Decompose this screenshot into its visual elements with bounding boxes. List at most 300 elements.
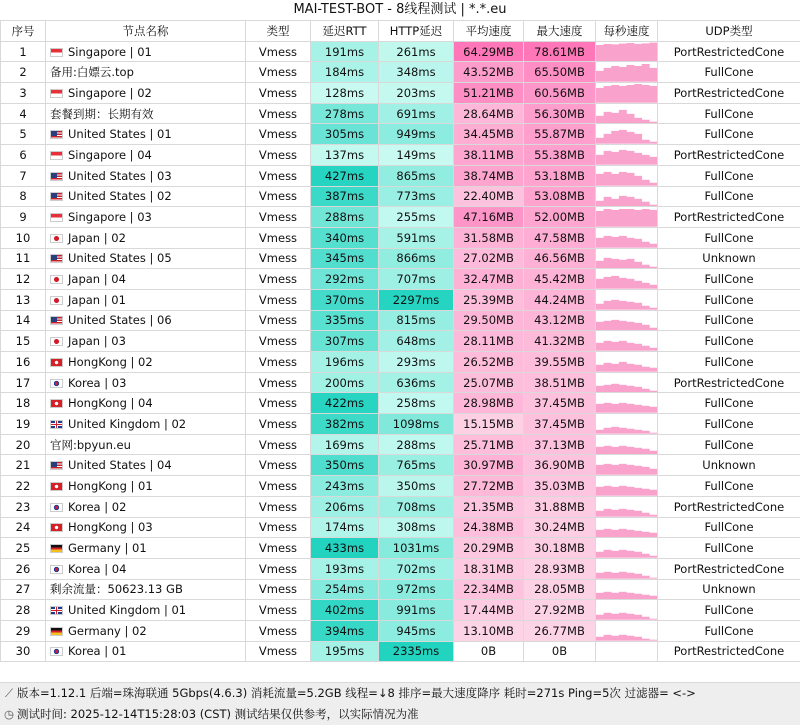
table-row <box>1 352 800 373</box>
speed-sparkline-chart <box>596 580 657 600</box>
flag-gb-icon <box>50 420 63 429</box>
http-latency: 773ms <box>379 186 454 207</box>
avg-speed: 28.98MB <box>454 393 524 414</box>
speed-sparkline <box>596 207 658 228</box>
sparkline-bar <box>604 257 612 268</box>
sparkline-bar <box>604 428 612 434</box>
speed-sparkline-chart <box>596 600 657 620</box>
http-latency: 815ms <box>379 310 454 331</box>
sparkline-bar <box>619 403 627 413</box>
header-node-name: 节点名称 <box>46 21 246 42</box>
flag-us-icon <box>50 192 63 201</box>
speed-sparkline <box>596 248 658 269</box>
udp-type: FullCone <box>658 620 800 641</box>
sparkline-bar <box>611 614 619 620</box>
sparkline-bar <box>619 446 627 455</box>
sparkline-bar <box>634 281 642 289</box>
table-row <box>1 393 800 414</box>
node-name: Germany | 02 <box>68 623 147 638</box>
sparkline-bar <box>619 195 627 206</box>
udp-type: PortRestrictedCone <box>658 83 800 104</box>
node-name-cell <box>46 414 246 435</box>
max-speed: 37.13MB <box>524 434 596 455</box>
sparkline-bar <box>611 66 619 82</box>
row-index: 8 <box>1 186 46 207</box>
sparkline-bar <box>627 321 635 330</box>
rtt-latency: 335ms <box>311 310 379 331</box>
node-type: Vmess <box>246 641 311 662</box>
speed-sparkline-chart <box>596 559 657 579</box>
sparkline-bar <box>634 615 642 620</box>
rtt-latency: 206ms <box>311 496 379 517</box>
http-latency: 1031ms <box>379 538 454 559</box>
sparkline-bar <box>604 486 612 496</box>
speed-sparkline <box>596 558 658 579</box>
speed-sparkline <box>596 165 658 186</box>
speed-sparkline-chart <box>596 42 657 62</box>
avg-speed: 27.02MB <box>454 248 524 269</box>
flag-jp-icon <box>50 296 63 305</box>
sparkline-bar <box>611 573 619 579</box>
sparkline-bar <box>604 320 612 330</box>
sparkline-bar <box>627 258 635 268</box>
sparkline-bar <box>619 362 627 372</box>
table-row <box>1 641 800 662</box>
rtt-latency: 433ms <box>311 538 379 559</box>
sparkline-bar <box>619 635 627 641</box>
node-name: 套餐到期：长期有效 <box>50 106 154 121</box>
http-latency: 866ms <box>379 248 454 269</box>
avg-speed: 30.97MB <box>454 455 524 476</box>
sparkline-bar <box>596 365 604 372</box>
sparkline-bar <box>627 209 635 227</box>
sparkline-bar <box>627 279 635 289</box>
http-latency: 702ms <box>379 558 454 579</box>
sparkline-bar <box>642 306 650 310</box>
max-speed: 45.42MB <box>524 269 596 290</box>
max-speed: 38.51MB <box>524 372 596 393</box>
sparkline-bar <box>611 44 619 61</box>
row-index: 7 <box>1 165 46 186</box>
sparkline-bar <box>642 283 650 289</box>
sparkline-bar <box>627 173 635 186</box>
rtt-latency: 243ms <box>311 476 379 497</box>
row-index: 4 <box>1 103 46 124</box>
node-name: Korea | 01 <box>68 644 127 659</box>
http-latency: 149ms <box>379 145 454 166</box>
speed-sparkline <box>596 41 658 62</box>
sparkline-bar <box>604 446 612 455</box>
sparkline-bar <box>634 153 642 165</box>
status-footer <box>0 682 800 725</box>
avg-speed: 28.11MB <box>454 331 524 352</box>
sparkline-bar <box>611 636 619 641</box>
udp-type: FullCone <box>658 62 800 83</box>
speed-sparkline-chart <box>596 83 657 103</box>
sparkline-bar <box>642 264 650 268</box>
rtt-latency: 350ms <box>311 455 379 476</box>
speed-sparkline <box>596 517 658 538</box>
flag-hk-icon <box>50 399 63 408</box>
table-header-row <box>1 21 800 42</box>
node-name-cell <box>46 372 246 393</box>
sparkline-bar <box>627 132 635 144</box>
sparkline-bar <box>627 573 635 579</box>
speed-sparkline <box>596 579 658 600</box>
sparkline-bar <box>596 321 604 330</box>
speed-sparkline-chart <box>596 393 657 413</box>
rtt-latency: 402ms <box>311 600 379 621</box>
sparkline-bar <box>596 238 604 248</box>
speed-sparkline-chart <box>596 538 657 558</box>
speed-sparkline-chart <box>596 145 657 165</box>
speed-sparkline <box>596 414 658 435</box>
sparkline-bar <box>596 511 604 517</box>
sparkline-bar <box>596 279 604 289</box>
max-speed: 26.77MB <box>524 620 596 641</box>
speed-sparkline <box>596 434 658 455</box>
avg-speed: 26.52MB <box>454 352 524 373</box>
sparkline-bar <box>604 635 612 641</box>
sparkline-bar <box>627 465 635 475</box>
sparkline-bar <box>619 110 627 124</box>
sparkline-bar <box>642 180 650 186</box>
speed-sparkline-chart <box>596 207 657 227</box>
node-type: Vmess <box>246 620 311 641</box>
sparkline-bar <box>642 43 650 61</box>
node-name: HongKong | 04 <box>68 396 153 411</box>
sparkline-bar <box>642 120 650 124</box>
udp-type: PortRestrictedCone <box>658 558 800 579</box>
avg-speed: 64.29MB <box>454 41 524 62</box>
speed-sparkline <box>596 352 658 373</box>
sparkline-bar <box>619 43 627 61</box>
node-type: Vmess <box>246 145 311 166</box>
udp-type: PortRestrictedCone <box>658 641 800 662</box>
speed-sparkline-chart <box>596 166 657 186</box>
table-row <box>1 600 800 621</box>
row-index: 19 <box>1 414 46 435</box>
sparkline-bar <box>649 157 657 165</box>
sparkline-bar <box>604 134 612 144</box>
max-speed: 47.58MB <box>524 227 596 248</box>
sparkline-bar <box>619 464 627 475</box>
http-latency: 991ms <box>379 600 454 621</box>
flag-jp-icon <box>50 275 63 284</box>
http-latency: 261ms <box>379 41 454 62</box>
sparkline-bar <box>604 277 612 289</box>
sparkline-bar <box>627 65 635 82</box>
node-type: Vmess <box>246 310 311 331</box>
row-index: 22 <box>1 476 46 497</box>
row-index: 17 <box>1 372 46 393</box>
avg-speed: 27.72MB <box>454 476 524 497</box>
sparkline-bar <box>642 140 650 144</box>
table-row <box>1 83 800 104</box>
speed-sparkline <box>596 455 658 476</box>
sparkline-bar <box>649 68 657 82</box>
header-rtt: 延迟RTT <box>311 21 379 42</box>
row-index: 26 <box>1 558 46 579</box>
speed-sparkline <box>596 538 658 559</box>
header-type: 类型 <box>246 21 311 42</box>
row-index: 28 <box>1 600 46 621</box>
speed-sparkline <box>596 331 658 352</box>
sparkline-bar <box>642 594 650 599</box>
node-type: Vmess <box>246 227 311 248</box>
header-max-speed: 最大速度 <box>524 21 596 42</box>
row-index: 2 <box>1 62 46 83</box>
avg-speed: 21.35MB <box>454 496 524 517</box>
speed-sparkline-chart <box>596 414 657 434</box>
node-type: Vmess <box>246 393 311 414</box>
flag-us-icon <box>50 172 63 181</box>
sparkline-bar <box>619 172 627 186</box>
node-name-cell <box>46 538 246 559</box>
table-row <box>1 476 800 497</box>
node-name-cell <box>46 310 246 331</box>
sparkline-bar <box>634 637 642 641</box>
sparkline-bar <box>642 324 650 330</box>
sparkline-bar <box>604 385 612 393</box>
rtt-latency: 200ms <box>311 372 379 393</box>
table-row <box>1 41 800 62</box>
speed-sparkline <box>596 393 658 414</box>
node-name: HongKong | 02 <box>68 354 153 369</box>
udp-type: FullCone <box>658 269 800 290</box>
avg-speed: 13.10MB <box>454 620 524 641</box>
table-row <box>1 579 800 600</box>
speed-sparkline <box>596 124 658 145</box>
http-latency: 648ms <box>379 331 454 352</box>
node-name-cell <box>46 331 246 352</box>
node-name: Germany | 01 <box>68 541 147 556</box>
row-index: 18 <box>1 393 46 414</box>
sparkline-bar <box>611 529 619 537</box>
node-name-cell <box>46 165 246 186</box>
node-name: HongKong | 01 <box>68 478 153 493</box>
flag-kr-icon <box>50 647 63 656</box>
table-row <box>1 227 800 248</box>
node-type: Vmess <box>246 538 311 559</box>
avg-speed: 24.38MB <box>454 517 524 538</box>
speed-sparkline-chart <box>596 290 657 310</box>
table-row <box>1 269 800 290</box>
sparkline-bar <box>611 300 619 310</box>
flag-jp-icon <box>50 337 63 346</box>
avg-speed: 18.31MB <box>454 558 524 579</box>
sparkline-bar <box>604 550 612 558</box>
table-row <box>1 207 800 228</box>
avg-speed: 25.07MB <box>454 372 524 393</box>
sparkline-bar <box>627 447 635 455</box>
clock-icon: ◷ <box>3 707 15 721</box>
speed-sparkline <box>596 496 658 517</box>
rtt-latency: 305ms <box>311 124 379 145</box>
node-name-cell <box>46 269 246 290</box>
speed-sparkline-chart <box>596 455 657 475</box>
sparkline-bar <box>619 209 627 227</box>
flag-kr-icon <box>50 379 63 388</box>
http-latency: 707ms <box>379 269 454 290</box>
node-type: Vmess <box>246 455 311 476</box>
rtt-latency: 340ms <box>311 227 379 248</box>
flag-us-icon <box>50 461 63 470</box>
table-row <box>1 248 800 269</box>
row-index: 30 <box>1 641 46 662</box>
udp-type: PortRestrictedCone <box>658 41 800 62</box>
udp-type: Unknown <box>658 579 800 600</box>
sparkline-bar <box>634 239 642 248</box>
sparkline-bar <box>611 174 619 186</box>
sparkline-bar <box>611 487 619 496</box>
node-type: Vmess <box>246 331 311 352</box>
max-speed: 35.03MB <box>524 476 596 497</box>
sparkline-bar <box>642 467 650 475</box>
node-name-cell <box>46 496 246 517</box>
avg-speed: 32.47MB <box>454 269 524 290</box>
table-row <box>1 517 800 538</box>
speed-sparkline <box>596 103 658 124</box>
sparkline-bar <box>611 210 619 227</box>
node-type: Vmess <box>246 434 311 455</box>
table-row <box>1 186 800 207</box>
row-index: 5 <box>1 124 46 145</box>
sparkline-bar <box>596 138 604 144</box>
table-row <box>1 372 800 393</box>
speed-sparkline <box>596 641 658 662</box>
footer-line-time <box>0 704 800 725</box>
udp-type: FullCone <box>658 414 800 435</box>
sparkline-bar <box>619 591 627 599</box>
sparkline-bar <box>619 486 627 496</box>
http-latency: 691ms <box>379 103 454 124</box>
row-index: 21 <box>1 455 46 476</box>
table-body <box>1 41 800 662</box>
node-type: Vmess <box>246 600 311 621</box>
sparkline-bar <box>596 116 604 124</box>
sparkline-bar <box>611 592 619 599</box>
row-index: 24 <box>1 517 46 538</box>
sparkline-bar <box>642 531 650 537</box>
sparkline-bar <box>596 404 604 413</box>
node-name-cell <box>46 62 246 83</box>
table-row <box>1 434 800 455</box>
sparkline-bar <box>604 572 612 579</box>
sparkline-bar <box>619 150 627 165</box>
node-type: Vmess <box>246 352 311 373</box>
node-name: United States | 02 <box>68 189 172 204</box>
sparkline-bar <box>619 385 627 393</box>
table-row <box>1 620 800 641</box>
udp-type: FullCone <box>658 434 800 455</box>
sparkline-bar <box>619 528 627 537</box>
rtt-latency: 195ms <box>311 641 379 662</box>
sparkline-bar <box>619 278 627 289</box>
sparkline-bar <box>627 385 635 392</box>
table-row <box>1 496 800 517</box>
flag-us-icon <box>50 254 63 263</box>
avg-speed: 22.34MB <box>454 579 524 600</box>
node-type: Vmess <box>246 517 311 538</box>
row-index: 11 <box>1 248 46 269</box>
sparkline-bar <box>596 174 604 186</box>
sparkline-bar <box>619 572 627 579</box>
sparkline-bar <box>634 66 642 82</box>
sparkline-bar <box>604 209 612 227</box>
sparkline-bar <box>634 466 642 475</box>
sparkline-bar <box>634 176 642 186</box>
avg-speed: 0B <box>454 641 524 662</box>
sparkline-bar <box>611 319 619 330</box>
sparkline-bar <box>596 45 604 62</box>
node-name-cell <box>46 620 246 641</box>
speed-sparkline-chart <box>596 311 657 331</box>
max-speed: 44.24MB <box>524 289 596 310</box>
node-name-cell <box>46 476 246 497</box>
avg-speed: 34.45MB <box>454 124 524 145</box>
flag-jp-icon <box>50 234 63 243</box>
sparkline-bar <box>619 259 627 268</box>
speed-sparkline <box>596 227 658 248</box>
udp-type: FullCone <box>658 165 800 186</box>
avg-speed: 25.71MB <box>454 434 524 455</box>
avg-speed: 20.29MB <box>454 538 524 559</box>
rtt-latency: 288ms <box>311 207 379 228</box>
max-speed: 41.32MB <box>524 331 596 352</box>
udp-type: FullCone <box>658 600 800 621</box>
row-index: 23 <box>1 496 46 517</box>
table-row <box>1 165 800 186</box>
flag-hk-icon <box>50 482 63 491</box>
sparkline-bar <box>596 615 604 620</box>
sparkline-bar <box>604 591 612 599</box>
sparkline-bar <box>596 487 604 496</box>
sparkline-bar <box>649 532 657 537</box>
sparkline-bar <box>634 430 642 434</box>
rtt-latency: 137ms <box>311 145 379 166</box>
rtt-latency: 382ms <box>311 414 379 435</box>
udp-type: FullCone <box>658 124 800 145</box>
node-type: Vmess <box>246 496 311 517</box>
flag-us-icon <box>50 316 63 325</box>
sparkline-bar <box>619 509 627 517</box>
udp-type: PortRestrictedCone <box>658 145 800 166</box>
node-type: Vmess <box>246 103 311 124</box>
node-name: Korea | 02 <box>68 499 127 514</box>
max-speed: 0B <box>524 641 596 662</box>
sparkline-bar <box>642 554 650 558</box>
node-name-cell <box>46 103 246 124</box>
speed-sparkline-chart <box>596 228 657 248</box>
sparkline-bar <box>634 210 642 227</box>
sparkline-bar <box>596 573 604 579</box>
http-latency: 2297ms <box>379 289 454 310</box>
sparkline-bar <box>634 448 642 455</box>
rtt-latency: 169ms <box>311 434 379 455</box>
udp-type: FullCone <box>658 186 800 207</box>
max-speed: 55.87MB <box>524 124 596 145</box>
rtt-latency: 254ms <box>311 579 379 600</box>
sparkline-bar <box>604 403 612 413</box>
node-name-cell <box>46 207 246 228</box>
speed-sparkline-chart <box>596 476 657 496</box>
sparkline-bar <box>619 130 627 144</box>
max-speed: 60.56MB <box>524 83 596 104</box>
header-avg-speed: 平均速度 <box>454 21 524 42</box>
udp-type: FullCone <box>658 517 800 538</box>
node-name-cell <box>46 41 246 62</box>
